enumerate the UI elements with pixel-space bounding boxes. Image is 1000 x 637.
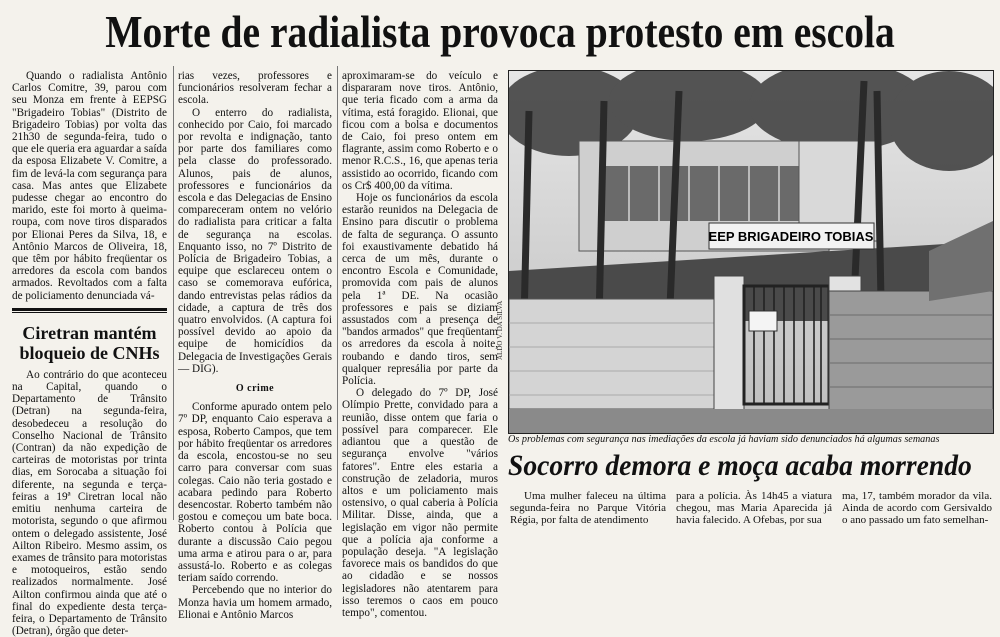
story2-column-2 <box>676 490 832 526</box>
article-column-3 <box>342 70 498 619</box>
story2-column-1 <box>510 490 666 526</box>
article-paragraph: O enterro do radialista, conhecido por Caio, foi marcado por revolta e indignação, tanto por parte dos familiares como pela classe do professorado. Alunos, pais de alunos, professores e funcionários da escola e das Delegacias de Ensino compareceram ontem no velório do radialista para criticar a falta de segurança na escolas. Enquanto isso, no 7º Distrito de Polícia de Brigadeiro Tobias, a equipe que esclareceu ontem o caso se comemorava eufórica, dando entrevistas pelas rádios da cidade, a captura de três dos quatro envolvidos. (A captura foi possível devido ao apoio da equipe de homicídios da Delegacia de Investigações Gerais — DIG). <box>178 106 332 375</box>
column-rule <box>173 66 174 520</box>
article-paragraph: aproximaram-se do veículo e dispararam nove tiros. Antônio, que teria ficado com a arma da vítima, está foragido. Elionai, que ficou com a bolsa e documentos de Caio, foi preso ontem em flagrante, assim como Roberto e o menor R.C.S., 16, que apenas teria assistido ao ocorrido, ficando com os Cr$ 400,00 da vítima. <box>342 70 498 192</box>
article-paragraph: Quando o radialista Antônio Carlos Comitre, 39, parou com seu Monza em frente à EEPSG "Brigadeiro Tobias" (Distrito de Brigadeiro Tobias) por volta das 21h30 de segunda-feira, tudo o que ele queria era aguardar a saída da esposa Elizabete V. Comitre, a fim de levá-la com segurança para casa. Mas antes que Elizabete pudesse chegar ao encontro do marido, este foi morto à queima-roupa, com nove tiros disparados por Elionai Peres da Silva, 18, e Antônio Marcos de Oliveira, 18, que têm por hábito freqüentar os arredores da escola com bandos armados. Revoltados com a falta de policiamento denunciada vá- <box>12 70 167 302</box>
story2-paragraph: Uma mulher faleceu na última segunda-feira no Parque Vitória Régia, por falta de atendimento <box>510 490 666 526</box>
story2-column-3 <box>842 490 992 526</box>
photo-caption: Os problemas com segurança nas imediações da escola já haviam sido denunciados há algumas semanas <box>508 434 940 445</box>
school-photo <box>508 70 994 434</box>
article-paragraph: Hoje os funcionários da escola estarão reunidos na Delegacia de Ensino para discutir o problema de falta de segurança. O assunto foi exaustivamente debatido há cerca de um mês, durante o encontro Escola e Comunidade, promovida com pais de alunos pela 1ª DE. Na ocasião professores e pais se diziam assustados com a presença de "bandos armados" que freqüentam os arredores da escola à noite, roubando e dando tiros, sem qualquer represália por parte da Polícia. <box>342 192 498 388</box>
section-heading-o-crime: O crime <box>235 383 275 395</box>
article-paragraph: O delegado do 7º DP, José Olímpio Prette, convidado para a reunião, disse ontem que faria o possível para comparecer. Ele adiantou que a questão de segurança envolve "vários fatores". Entre eles estaria a construção de zeladoria, muros altos e um policiamento mais ostensivo, o qual caberia à Polícia Militar. Disse, ainda, que a legislação em vigor não permite que a polícia aja conforme a população deseja. "A legislação favorece mais os bandidos do que ao cidadão e se nossos legisladores não atentarem para isso teremos o caos em pouco tempo", comentou. <box>342 387 498 619</box>
article-paragraph: Conforme apurado ontem pelo 7º DP, enquanto Caio esperava a esposa, Roberto Campos, que tem por hábito freqüentar os arredores da escola, encostou-se no seu carro para conversar com suas colegas. Caio não teria gostado e acabara pedindo para Roberto desencostar. Roberto também não gostou e começou um bate boca. Roberto contou à Polícia que durante a discussão Caio pegou uma arma e atirou para o ar, para assustá-lo. Roberto e as colegas teriam saído correndo. <box>178 401 332 585</box>
ciretran-subheadline: Ciretran mantém bloqueio de CNHs <box>19 322 160 363</box>
photo-credit: ALDO V. DA SILVA <box>496 300 504 360</box>
story2-paragraph: ma, 17, também morador da vila. Ainda de acordo com Gersivaldo o ano passado um fato semelhan- <box>842 490 992 526</box>
column-rule <box>337 66 338 520</box>
story2-paragraph: para a polícia. Às 14h45 a viatura chegou, mas Maria Aparecida já havia falecido. A Ofebas, por sua <box>676 490 832 526</box>
article-paragraph: Percebendo que no interior do Monza havia um homem armado, Elionai e Antônio Marcos <box>178 584 332 621</box>
article-paragraph: rias vezes, professores e funcionários resolveram fechar a escola. <box>178 70 332 107</box>
article-column-1 <box>12 70 167 637</box>
column-divider <box>12 308 167 313</box>
article-column-2 <box>178 70 332 621</box>
story2-headline: Socorro demora e moça acaba morrendo <box>508 449 972 482</box>
school-entrance-illustration <box>509 71 993 433</box>
ciretran-paragraph: Ao contrário do que aconteceu na Capital, quando o Departamento de Trânsito (Detran) na segunda-feira, desobedeceu a resolução do Conselho Nacional de Trânsito (Contran) da não expedição de carteiras de motoristas por trinta dias, em Sorocaba a situação foi diferente, na segunda e terça-feiras a 19ª Ciretran local não emitiu nenhuma carteira de motorista, segundo o que afirmou ontem o delegado assistente, José Ailton Ribeiro. Mesmo assim, os exames de trânsito para motoristas e motoqueiros, estão sendo realizados normalmente. José Ailton confirmou ainda que até o final do expediente desta terça-feira, o Departamento de Trânsito (Detran), órgão que deter- <box>12 368 167 637</box>
page-headline: Morte de radialista provoca protesto em escola <box>105 6 895 57</box>
school-sign: EEP BRIGADEIRO TOBIAS <box>708 229 874 244</box>
